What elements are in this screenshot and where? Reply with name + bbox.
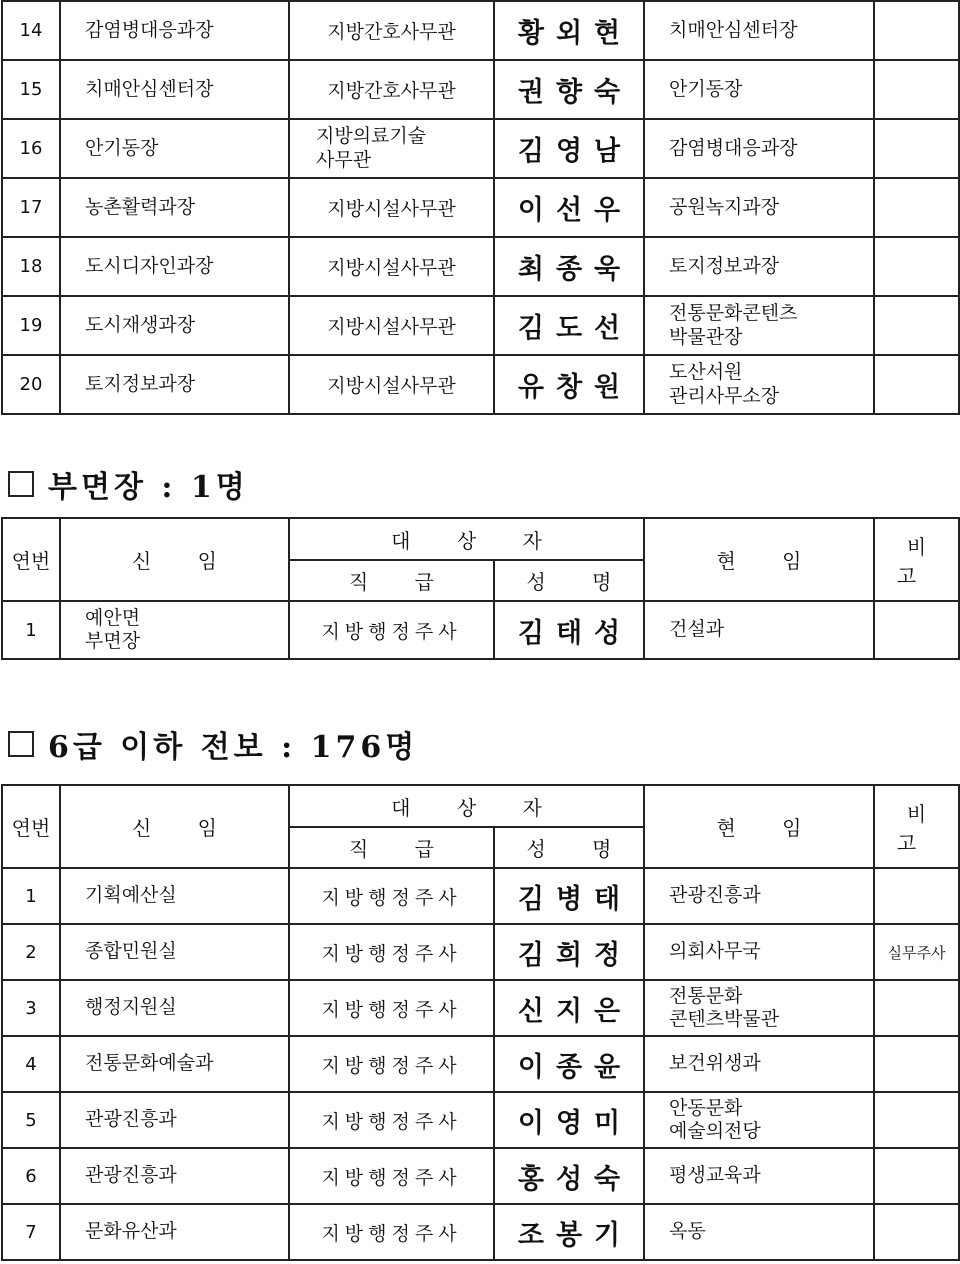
appointment-table-continued <box>1 0 960 415</box>
new-post <box>60 1092 289 1148</box>
note <box>874 296 959 355</box>
current-post-line: 치매안심센터장 <box>669 18 798 41</box>
header-no: 연번 <box>2 518 60 601</box>
table-header <box>2 785 959 868</box>
row-number: 5 <box>2 1092 60 1148</box>
rank-line: 지방행정주사 <box>321 942 462 965</box>
person-name: 최종욱 <box>494 237 644 296</box>
current-post-line: 의회사무국 <box>669 940 761 963</box>
note <box>874 237 959 296</box>
table-row <box>2 60 959 119</box>
row-number: 19 <box>2 296 60 355</box>
current-post <box>644 237 874 296</box>
rank <box>289 355 494 414</box>
header-current-post: 현 임 <box>644 785 874 868</box>
rank-line: 지방행정주사 <box>321 886 462 909</box>
rank-line: 지방시설사무관 <box>327 375 456 397</box>
header-new-post: 신 임 <box>60 518 289 601</box>
current-post-line: 관리사무소장 <box>669 384 780 407</box>
rank-line: 지방시설사무관 <box>327 257 456 279</box>
new-post <box>60 601 289 659</box>
row-number: 4 <box>2 1036 60 1092</box>
table-row <box>2 1 959 60</box>
new-post <box>60 924 289 980</box>
header-row <box>2 518 959 560</box>
note <box>874 1204 959 1260</box>
rank-line: 지방시설사무관 <box>327 316 456 338</box>
section-title: 부면장 : 1명 <box>48 470 249 505</box>
new-post <box>60 119 289 178</box>
new-post-line: 행정지원실 <box>85 996 177 1019</box>
current-post <box>644 1 874 60</box>
rank-line: 지방행정주사 <box>321 1222 462 1245</box>
current-post <box>644 60 874 119</box>
note <box>874 601 959 659</box>
new-post <box>60 355 289 414</box>
note: 실무주사 <box>874 924 959 980</box>
new-post-line: 감염병대응과장 <box>85 18 214 41</box>
rank-line: 사무관 <box>316 148 372 171</box>
rank <box>289 1 494 60</box>
current-post-line: 관광진흥과 <box>669 884 761 907</box>
new-post <box>60 868 289 924</box>
rank <box>289 1204 494 1260</box>
new-post <box>60 1204 289 1260</box>
current-post <box>644 924 874 980</box>
current-post <box>644 1148 874 1204</box>
person-name: 권향숙 <box>494 60 644 119</box>
person-name: 김영남 <box>494 119 644 178</box>
new-post <box>60 237 289 296</box>
row-number: 1 <box>2 601 60 659</box>
section-title: 6급 이하 전보 : 176명 <box>48 730 419 765</box>
current-post <box>644 296 874 355</box>
rank <box>289 868 494 924</box>
row-number: 1 <box>2 868 60 924</box>
transfer-table <box>1 784 960 1261</box>
person-name: 황외현 <box>494 1 644 60</box>
person-name: 홍성숙 <box>494 1148 644 1204</box>
new-post <box>60 60 289 119</box>
current-post-line: 보건위생과 <box>669 1052 761 1075</box>
rank <box>289 1148 494 1204</box>
rank-line: 지방간호사무관 <box>327 21 456 43</box>
new-post-line: 부면장 <box>85 630 141 652</box>
current-post-line: 옥동 <box>669 1220 706 1243</box>
current-post <box>644 1036 874 1092</box>
new-post-line: 치매안심센터장 <box>85 77 214 100</box>
table-row <box>2 868 959 924</box>
rank-line: 지방행정주사 <box>321 1166 462 1189</box>
note <box>874 868 959 924</box>
rank <box>289 119 494 178</box>
current-post-line: 공원녹지과장 <box>669 195 780 218</box>
current-post-line: 콘텐츠박물관 <box>669 1008 780 1030</box>
new-post <box>60 1036 289 1092</box>
new-post-line: 도시재생과장 <box>85 313 196 336</box>
vice-mayor-table <box>1 517 960 660</box>
person-name: 조봉기 <box>494 1204 644 1260</box>
current-post-line: 안동문화 <box>669 1096 743 1119</box>
row-number: 14 <box>2 1 60 60</box>
table-body <box>2 868 959 1260</box>
note <box>874 1148 959 1204</box>
current-post <box>644 601 874 659</box>
section-heading-transfers <box>8 722 418 766</box>
note <box>874 1 959 60</box>
rank <box>289 980 494 1036</box>
current-post <box>644 1204 874 1260</box>
new-post-line: 종합민원실 <box>85 940 177 963</box>
current-post-line: 예술의전당 <box>669 1120 761 1142</box>
table-row <box>2 355 959 414</box>
note <box>874 60 959 119</box>
note <box>874 178 959 237</box>
row-number: 17 <box>2 178 60 237</box>
current-post <box>644 178 874 237</box>
table-header <box>2 518 959 601</box>
rank <box>289 924 494 980</box>
rank-line: 지방행정주사 <box>321 620 462 643</box>
row-number: 16 <box>2 119 60 178</box>
note <box>874 1092 959 1148</box>
table-row <box>2 1036 959 1092</box>
rank <box>289 1036 494 1092</box>
header-row <box>2 785 959 827</box>
current-post-line: 박물관장 <box>669 325 743 348</box>
current-post <box>644 868 874 924</box>
rank <box>289 178 494 237</box>
header-rank: 직 급 <box>289 560 494 601</box>
row-number: 15 <box>2 60 60 119</box>
current-post-line: 건설과 <box>669 618 725 641</box>
person-name: 김희정 <box>494 924 644 980</box>
person-name: 신지은 <box>494 980 644 1036</box>
note <box>874 355 959 414</box>
rank <box>289 237 494 296</box>
table-row <box>2 237 959 296</box>
table-row <box>2 1092 959 1148</box>
rank <box>289 1092 494 1148</box>
person-name: 이선우 <box>494 178 644 237</box>
rank-line: 지방행정주사 <box>321 1110 462 1133</box>
new-post <box>60 1148 289 1204</box>
current-post <box>644 1092 874 1148</box>
new-post <box>60 296 289 355</box>
header-target: 대 상 자 <box>289 518 644 560</box>
rank <box>289 296 494 355</box>
rank-line: 지방행정주사 <box>321 1054 462 1077</box>
header-current-post: 현 임 <box>644 518 874 601</box>
rank-line: 지방간호사무관 <box>327 80 456 102</box>
header-rank: 직 급 <box>289 827 494 868</box>
table-row <box>2 1204 959 1260</box>
new-post-line: 기획예산실 <box>85 884 177 907</box>
row-number: 20 <box>2 355 60 414</box>
rank <box>289 60 494 119</box>
new-post-line: 도시디자인과장 <box>85 254 214 277</box>
new-post <box>60 980 289 1036</box>
table-body <box>2 1 959 414</box>
current-post-line: 평생교육과 <box>669 1164 761 1187</box>
row-number: 18 <box>2 237 60 296</box>
row-number: 7 <box>2 1204 60 1260</box>
table-row <box>2 178 959 237</box>
new-post-line: 문화유산과 <box>85 1220 177 1243</box>
note <box>874 980 959 1036</box>
person-name: 김태성 <box>494 601 644 659</box>
new-post-line: 예안면 <box>85 606 141 629</box>
current-post-line: 전통문화콘텐츠 <box>669 302 798 325</box>
new-post <box>60 178 289 237</box>
current-post <box>644 980 874 1036</box>
header-name: 성 명 <box>494 560 644 601</box>
rank-line: 지방시설사무관 <box>327 198 456 220</box>
table-row <box>2 296 959 355</box>
note <box>874 119 959 178</box>
rank-line: 지방의료기술 <box>316 125 427 148</box>
person-name: 김도선 <box>494 296 644 355</box>
section-heading-vice-mayor <box>8 462 249 506</box>
header-note: 비 고 <box>874 518 959 601</box>
table-row <box>2 924 959 980</box>
table-row <box>2 119 959 178</box>
header-new-post: 신 임 <box>60 785 289 868</box>
row-number: 6 <box>2 1148 60 1204</box>
current-post-line: 전통문화 <box>669 984 743 1007</box>
checkbox-square-icon <box>8 731 34 757</box>
new-post-line: 전통문화예술과 <box>85 1052 214 1075</box>
current-post-line: 도산서원 <box>669 361 743 384</box>
current-post <box>644 355 874 414</box>
header-target: 대 상 자 <box>289 785 644 827</box>
current-post-line: 토지정보과장 <box>669 254 780 277</box>
rank <box>289 601 494 659</box>
new-post-line: 관광진흥과 <box>85 1108 177 1131</box>
table-row <box>2 1148 959 1204</box>
new-post <box>60 1 289 60</box>
new-post-line: 안기동장 <box>85 136 159 159</box>
table-body <box>2 601 959 659</box>
table-row <box>2 601 959 659</box>
note <box>874 1036 959 1092</box>
rank-line: 지방행정주사 <box>321 998 462 1021</box>
header-note: 비 고 <box>874 785 959 868</box>
new-post-line: 농촌활력과장 <box>85 195 196 218</box>
table-row <box>2 980 959 1036</box>
current-post-line: 안기동장 <box>669 77 743 100</box>
person-name: 김병태 <box>494 868 644 924</box>
header-name: 성 명 <box>494 827 644 868</box>
checkbox-square-icon <box>8 471 34 497</box>
new-post-line: 토지정보과장 <box>85 372 196 395</box>
new-post-line: 관광진흥과 <box>85 1164 177 1187</box>
current-post <box>644 119 874 178</box>
person-name: 유창원 <box>494 355 644 414</box>
person-name: 이종윤 <box>494 1036 644 1092</box>
current-post-line: 감염병대응과장 <box>669 136 798 159</box>
person-name: 이영미 <box>494 1092 644 1148</box>
header-no: 연번 <box>2 785 60 868</box>
row-number: 3 <box>2 980 60 1036</box>
row-number: 2 <box>2 924 60 980</box>
